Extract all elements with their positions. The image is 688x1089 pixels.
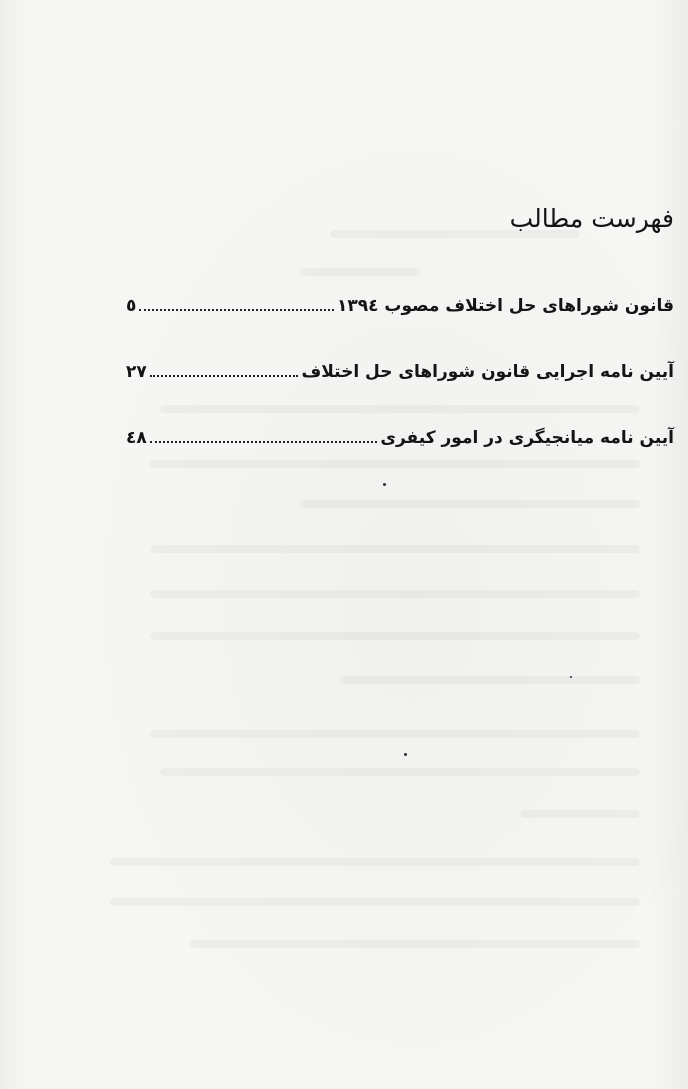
toc-entry-title: آیین نامه اجرایی قانون شوراهای حل اختلاف: [301, 362, 674, 382]
bleed-through-line: [160, 768, 640, 776]
toc-entry-title: آیین نامه میانجیگری در امور کیفری: [380, 428, 674, 448]
toc-entry-title: قانون شوراهای حل اختلاف مصوب ۱۳۹٤: [336, 296, 674, 316]
bleed-through-line: [190, 940, 640, 948]
bleed-through-line: [150, 460, 640, 468]
dot-leader: [139, 309, 334, 311]
bleed-through-line: [150, 730, 640, 738]
toc-entry-page: ٤٨: [126, 428, 147, 448]
bleed-through-line: [110, 858, 640, 866]
bleed-through-line: [150, 545, 640, 553]
toc-entry-page: ۲۷: [126, 362, 147, 382]
scan-speck: [404, 753, 407, 756]
bleed-through-line: [160, 405, 640, 413]
dot-leader: [150, 375, 299, 377]
bleed-through-line: [520, 810, 640, 818]
toc-entry[interactable]: [126, 352, 674, 382]
bleed-through-line: [300, 500, 640, 508]
bleed-through-line: [300, 268, 420, 276]
toc-title: فهرست مطالب: [509, 204, 674, 233]
toc-entry-page: ٥: [126, 296, 137, 316]
bleed-through-line: [150, 632, 640, 640]
bleed-through-line: [110, 898, 640, 906]
scan-speck: [570, 676, 572, 678]
toc-entry[interactable]: [126, 418, 674, 448]
bleed-through-line: [340, 676, 640, 684]
dot-leader: [150, 441, 378, 443]
bleed-through-line: [150, 590, 640, 598]
scan-speck: [383, 483, 386, 486]
toc-entry[interactable]: [126, 286, 674, 316]
